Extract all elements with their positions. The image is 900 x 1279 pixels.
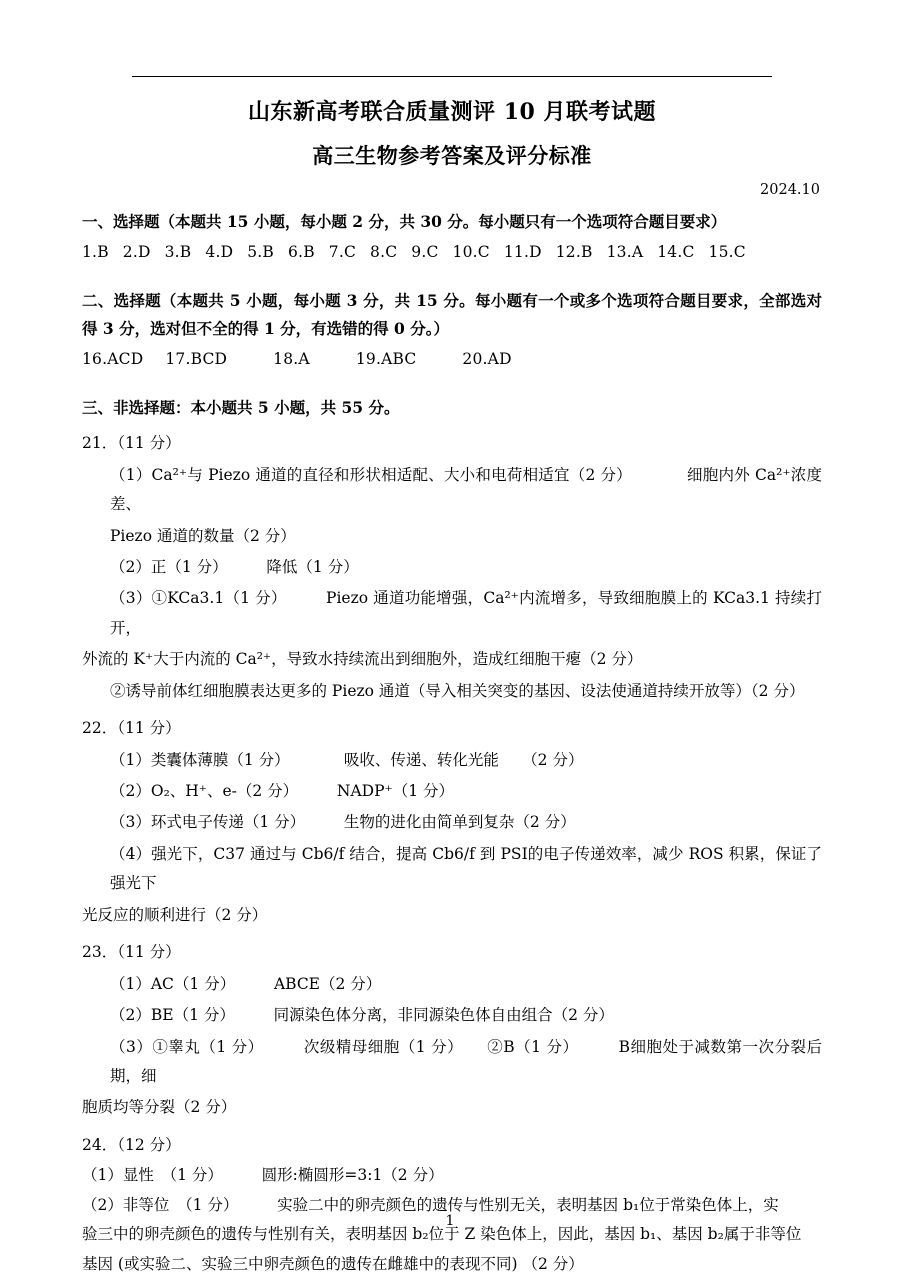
section-3-heading: 三、非选择题：本小题共 5 小题，共 55 分。 [82, 398, 400, 418]
answer-item: 10.C [452, 243, 490, 262]
answer-item: 8.C [370, 243, 398, 262]
question-23-line: （3）①睾丸（1 分） 次级精母细胞（1 分） ②B（1 分） B细胞处于减数第一次分裂后期，细 [110, 1037, 822, 1085]
question-24-line: （1）显性 （1 分） 圆形:椭圆形=3:1（2 分） [82, 1166, 444, 1185]
section-1-heading: 一、选择题（本题共 15 小题，每小题 2 分，共 30 分。每小题只有一个选项符合题目要求） [82, 212, 727, 231]
answer-item: 18.A [273, 349, 310, 368]
question-23-line: 胞质均等分裂（2 分） [82, 1098, 237, 1117]
answer-item: 19.ABC [355, 349, 417, 368]
answer-item: 3.B [164, 243, 192, 262]
question-number-21: 21．（11 分） [82, 434, 181, 453]
question-21-line: （3）①KCa3.1（1 分） Piezo 通道功能增强，Ca²⁺内流增多，导致细胞膜上的 KCa3.1 持续打开， [110, 589, 822, 637]
question-22-line: （1）类囊体薄膜（1 分） 吸收、传递、转化光能 （2 分） [110, 750, 584, 769]
page-title: 山东新高考联合质量测评 10 月联考试题 [248, 99, 656, 125]
answer-item: 1.B [82, 243, 109, 262]
answer-item: 17.BCD [165, 349, 228, 368]
question-21-line: 外流的 K⁺大于内流的 Ca²⁺，导致水持续流出到细胞外，造成红细胞干瘪（2 分） [82, 650, 643, 669]
answer-item: 7.C [328, 243, 357, 262]
question-21-line: ②诱导前体红细胞膜表达更多的 Piezo 通道（导入相关突变的基因、设法使通道持续开放等）（2 分） [110, 681, 805, 700]
question-21-line: （1）Ca²⁺与 Piezo 通道的直径和形状相适配、大小和电荷相适宜（2 分） 细胞内外 Ca²⁺浓度差、 [110, 465, 822, 514]
question-22-line: （4）强光下，C37 通过与 Cb6/f 结合，提高 Cb6/f 到 PSⅠ的电子传递效率，减少 ROS 积累，保证了强光下 [110, 844, 822, 893]
question-24-line: （2）非等位 （1 分） 实验二中的卵壳颜色的遗传与性别无关，表明基因 b₁位于常染色体上，实 [82, 1195, 779, 1214]
answer-item: 15.C [708, 243, 746, 262]
question-21-line: （2）正（1 分） 降低（1 分） [110, 557, 359, 576]
answer-item: 14.C [657, 243, 695, 262]
answer-item: 9.C [411, 243, 439, 262]
answer-item: 4.D [205, 243, 234, 262]
question-number-23: 23．（11 分） [82, 943, 181, 962]
question-22-line: 光反应的顺利进行（2 分） [82, 905, 268, 924]
question-number-24: 24．（12 分） [82, 1135, 181, 1154]
answer-item: 2.D [122, 243, 151, 262]
question-21-line: Piezo 通道的数量（2 分） [110, 526, 296, 545]
answer-item: 13.A [606, 243, 644, 262]
question-24-line: 验三中的卵壳颜色的遗传与性别有关，表明基因 b₂位于 Z 染色体上，因此，基因 b₁、基因 b₂属于非等位 [82, 1225, 802, 1244]
question-24-line: 基因 (或实验二、实验三中卵壳颜色的遗传在雌雄中的表现不同) （2 分） [82, 1254, 584, 1273]
page-number: 1 [445, 1213, 455, 1229]
section-2-answers [82, 346, 822, 372]
header-rule [132, 76, 772, 77]
question-22-line: （3）环式电子传递（1 分） 生物的进化由简单到复杂（2 分） [110, 813, 576, 832]
question-number-22: 22．（11 分） [82, 719, 181, 738]
question-23-line: （2）BE（1 分） 同源染色体分离，非同源染色体自由组合（2 分） [110, 1006, 614, 1025]
answer-item: 5.B [247, 243, 274, 262]
answer-item: 20.AD [462, 349, 512, 368]
question-23-line: （1）AC（1 分） ABCE（2 分） [110, 974, 382, 993]
answer-item: 6.B [288, 243, 315, 262]
page-subtitle: 高三生物参考答案及评分标准 [312, 143, 592, 168]
answer-item: 16.ACD [82, 349, 144, 368]
exam-date: 2024.10 [760, 182, 820, 198]
section-1-answers [82, 239, 822, 265]
section-2-heading: 二、选择题（本题共 5 小题，每小题 3 分，共 15 分。每小题有一个或多个选项符合题目要求，全部选对得 3 分，选对但不全的得 1 分，有选错的得 0 分。） [82, 291, 822, 338]
question-22-line: （2）O₂、H⁺、e-（2 分） NADP⁺（1 分） [110, 782, 455, 800]
answer-item: 11.D [503, 243, 542, 262]
answer-item: 12.B [555, 243, 593, 262]
